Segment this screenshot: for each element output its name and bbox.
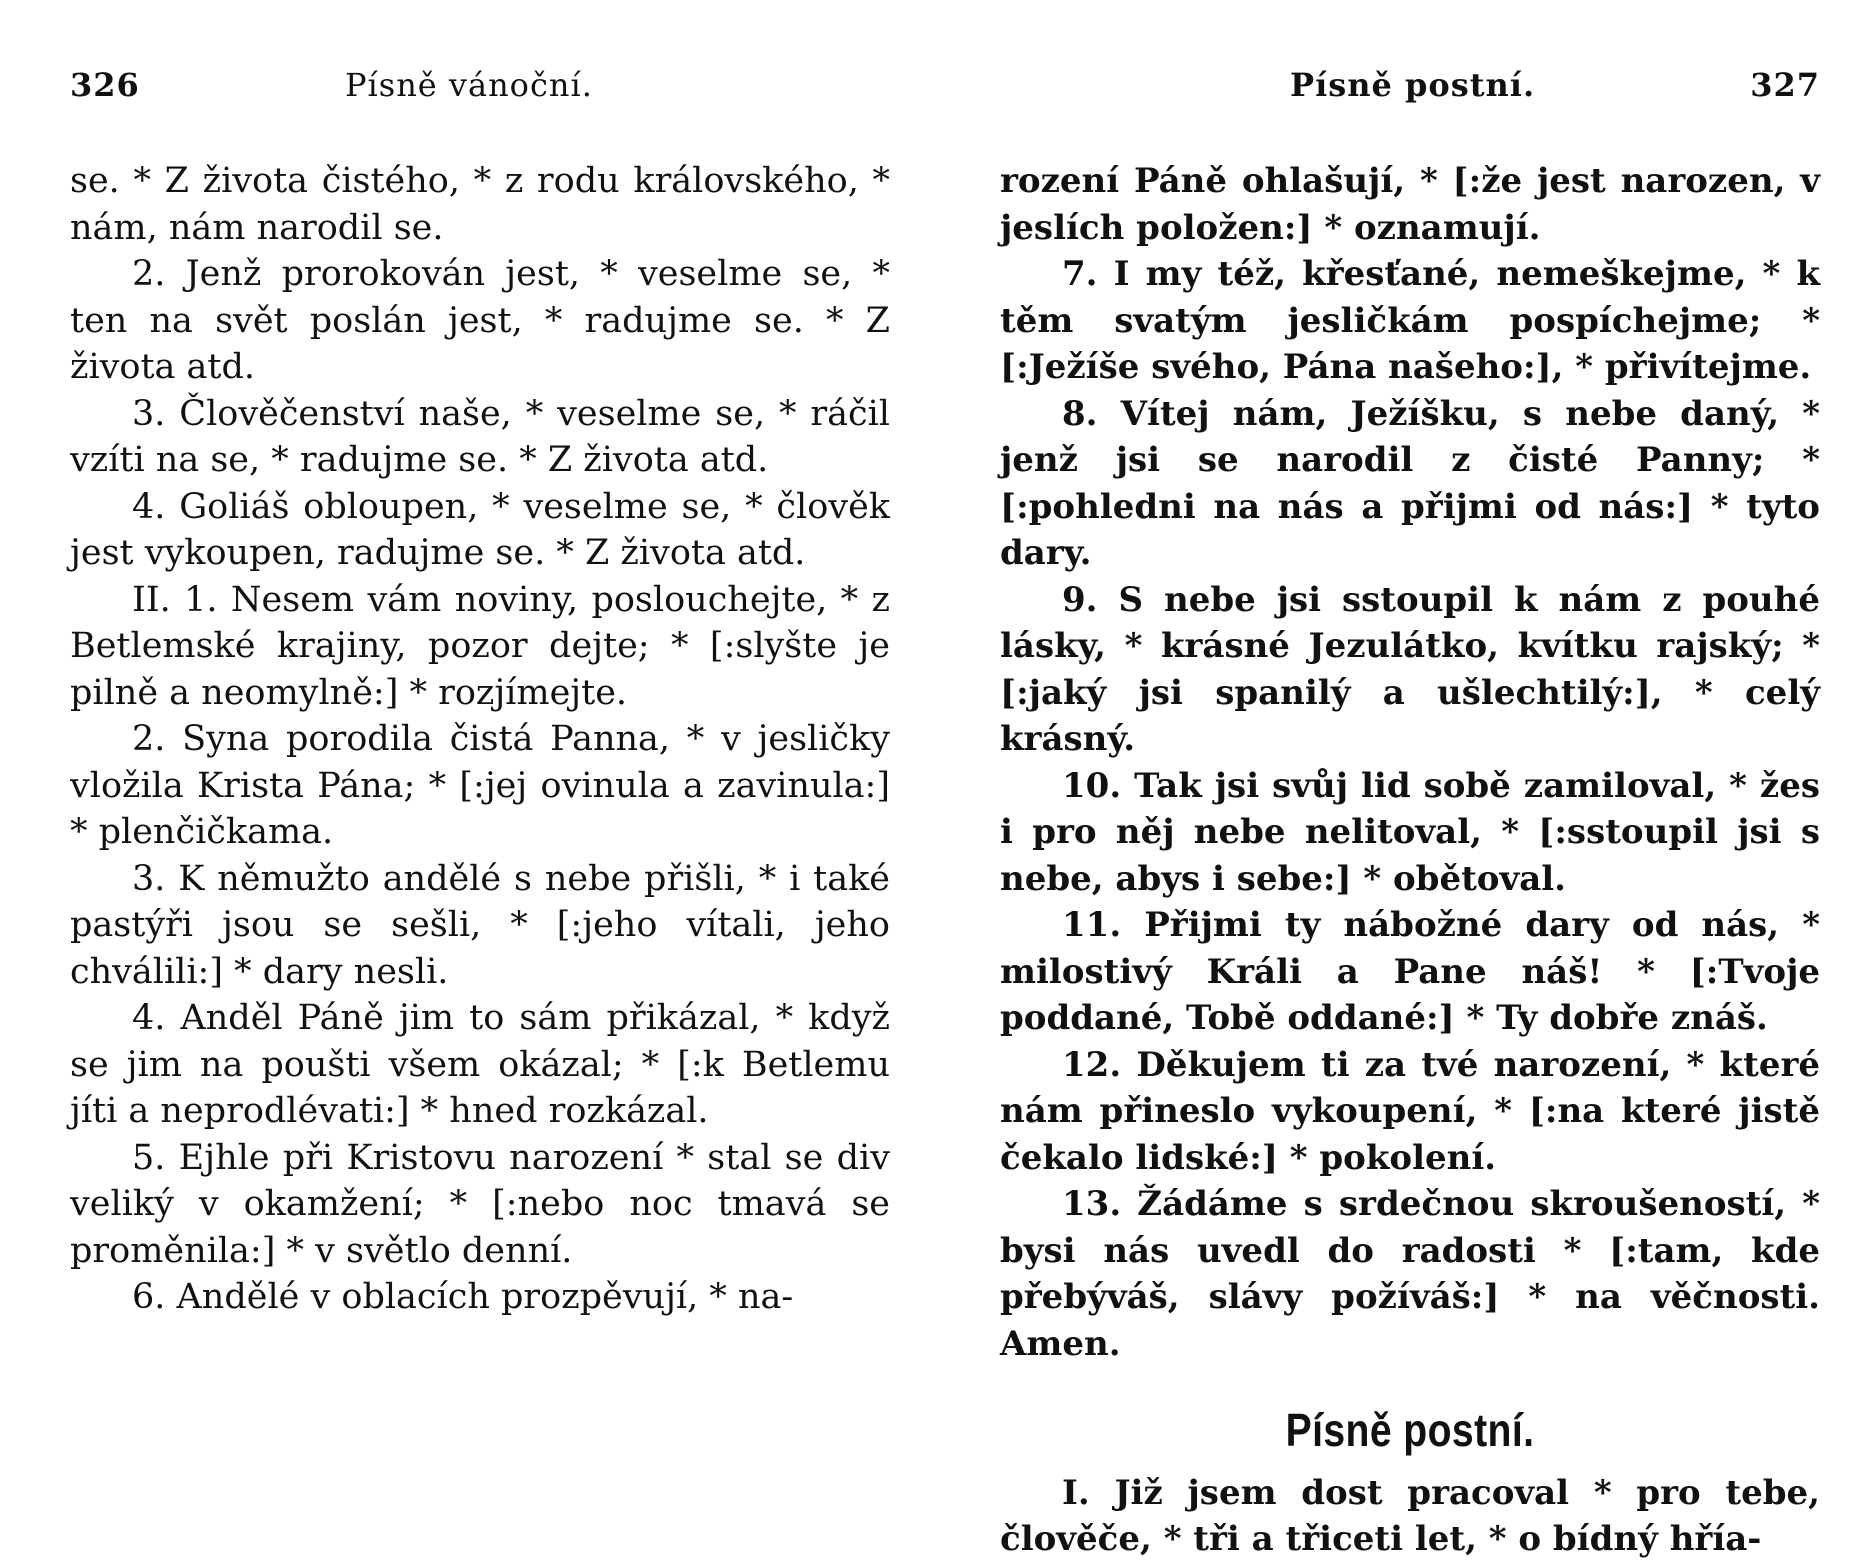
verse-paragraph: 9. S nebe jsi sstoupil k nám z pouhé lásky, * krásné Jezulátko, kvítku rajský; * [:jaký jsi spanilý a ušlechtilý:], * celý krásný. (1000, 579, 1820, 759)
right-page-body (1000, 158, 1820, 1563)
verse-paragraph: 2. Jenž prorokován jest, * veselme se, * ten na svět poslán jest, * radujme se. * Z života atd. (70, 254, 890, 387)
verse-paragraph: 10. Tak jsi svůj lid sobě zamiloval, * žes i pro něj nebe nelitoval, * [:sstoupil jsi s nebe, abys i sebe:] * obětoval. (1000, 765, 1820, 899)
left-page-body (70, 158, 890, 1321)
right-running-title: Písně postní. (1290, 66, 1536, 104)
verse-paragraph: 12. Děkujem ti za tvé narození, * které nám přineslo vykoupení, * [:na které jistě čekalo lidské:] * pokolení. (1000, 1044, 1820, 1178)
verse-paragraph: 2. Syna porodila čistá Panna, * v jesličky vložila Krista Pána; * [:jej ovinula a zavinula:] * plenčičkama. (70, 719, 890, 852)
left-running-head (70, 60, 890, 120)
left-page-number: 326 (70, 66, 140, 104)
verse-paragraph: 3. Člověčenství naše, * veselme se, * ráčil vzíti na se, * radujme se. * Z života atd. (70, 393, 890, 480)
left-page (70, 60, 890, 1321)
verse-paragraph: 8. Vítej nám, Ježíšku, s nebe daný, * jenž jsi se narodil z čisté Panny; * [:pohledni na nás a přijmi od nás:] * tyto dary. (1000, 393, 1820, 573)
verse-paragraph: 13. Žádáme s srdečnou skroušeností, * bysi nás uvedl do radosti * [:tam, kde přebýváš, slávy požíváš:] * na věčnosti. Amen. (1000, 1184, 1820, 1364)
verse-paragraph: 4. Anděl Páně jim to sám přikázal, * když se jim na poušti všem okázal; * [:k Betlemu jíti a neprodlévati:] * hned rozkázal. (70, 998, 890, 1131)
verse-paragraph: 6. Andělé v oblacích prozpěvují, * na- (132, 1277, 794, 1317)
verse-paragraph: 11. Přijmi ty nábožné dary od nás, * milostivý Králi a Pane náš! * [:Tvoje poddané, Tobě oddané:] * Ty dobře znáš. (1000, 905, 1820, 1038)
verse-paragraph: 7. I my též, křesťané, nemeškejme, * k těm svatým jesličkám pospíchejme; * [:Ježíše svého, Pána našeho:], * přivítejme. (1000, 254, 1820, 387)
verse-paragraph: 4. Goliáš obloupen, * veselme se, * člověk jest vykoupen, radujme se. * Z života atd. (70, 486, 890, 573)
verse-paragraph: I. Již jsem dost pracoval * pro tebe, člověče, * tři a třiceti let, * o bídný hřía- (1000, 1472, 1820, 1559)
right-page (1000, 60, 1820, 1563)
verse-paragraph: II. 1. Nesem vám noviny, poslouchejte, * z Betlemské krajiny, pozor dejte; * [:slyšte je pilně a neomylně:] * rozjímejte. (70, 579, 890, 713)
verse-paragraph: 5. Ejhle při Kristovu narození * stal se div veliký v okamžení; * [:nebo noc tmavá se proměnila:] * v světlo denní. (70, 1137, 890, 1271)
verse-paragraph: se. * Z života čistého, * z rodu královského, * nám, nám narodil se. (70, 161, 890, 248)
left-running-title: Písně vánoční. (345, 66, 593, 104)
verse-paragraph: rození Páně ohlašují, * [:že jest narozen, v jeslích položen:] * oznamují. (1000, 161, 1820, 248)
right-running-head (1000, 60, 1820, 120)
section-heading: Písně postní. (1285, 1404, 1535, 1456)
verse-paragraph: 3. K němužto andělé s nebe přišli, * i také pastýři jsou se sešli, * [:jeho vítali, jeho chválili:] * dary nesli. (70, 858, 890, 992)
right-page-number: 327 (1750, 66, 1820, 104)
